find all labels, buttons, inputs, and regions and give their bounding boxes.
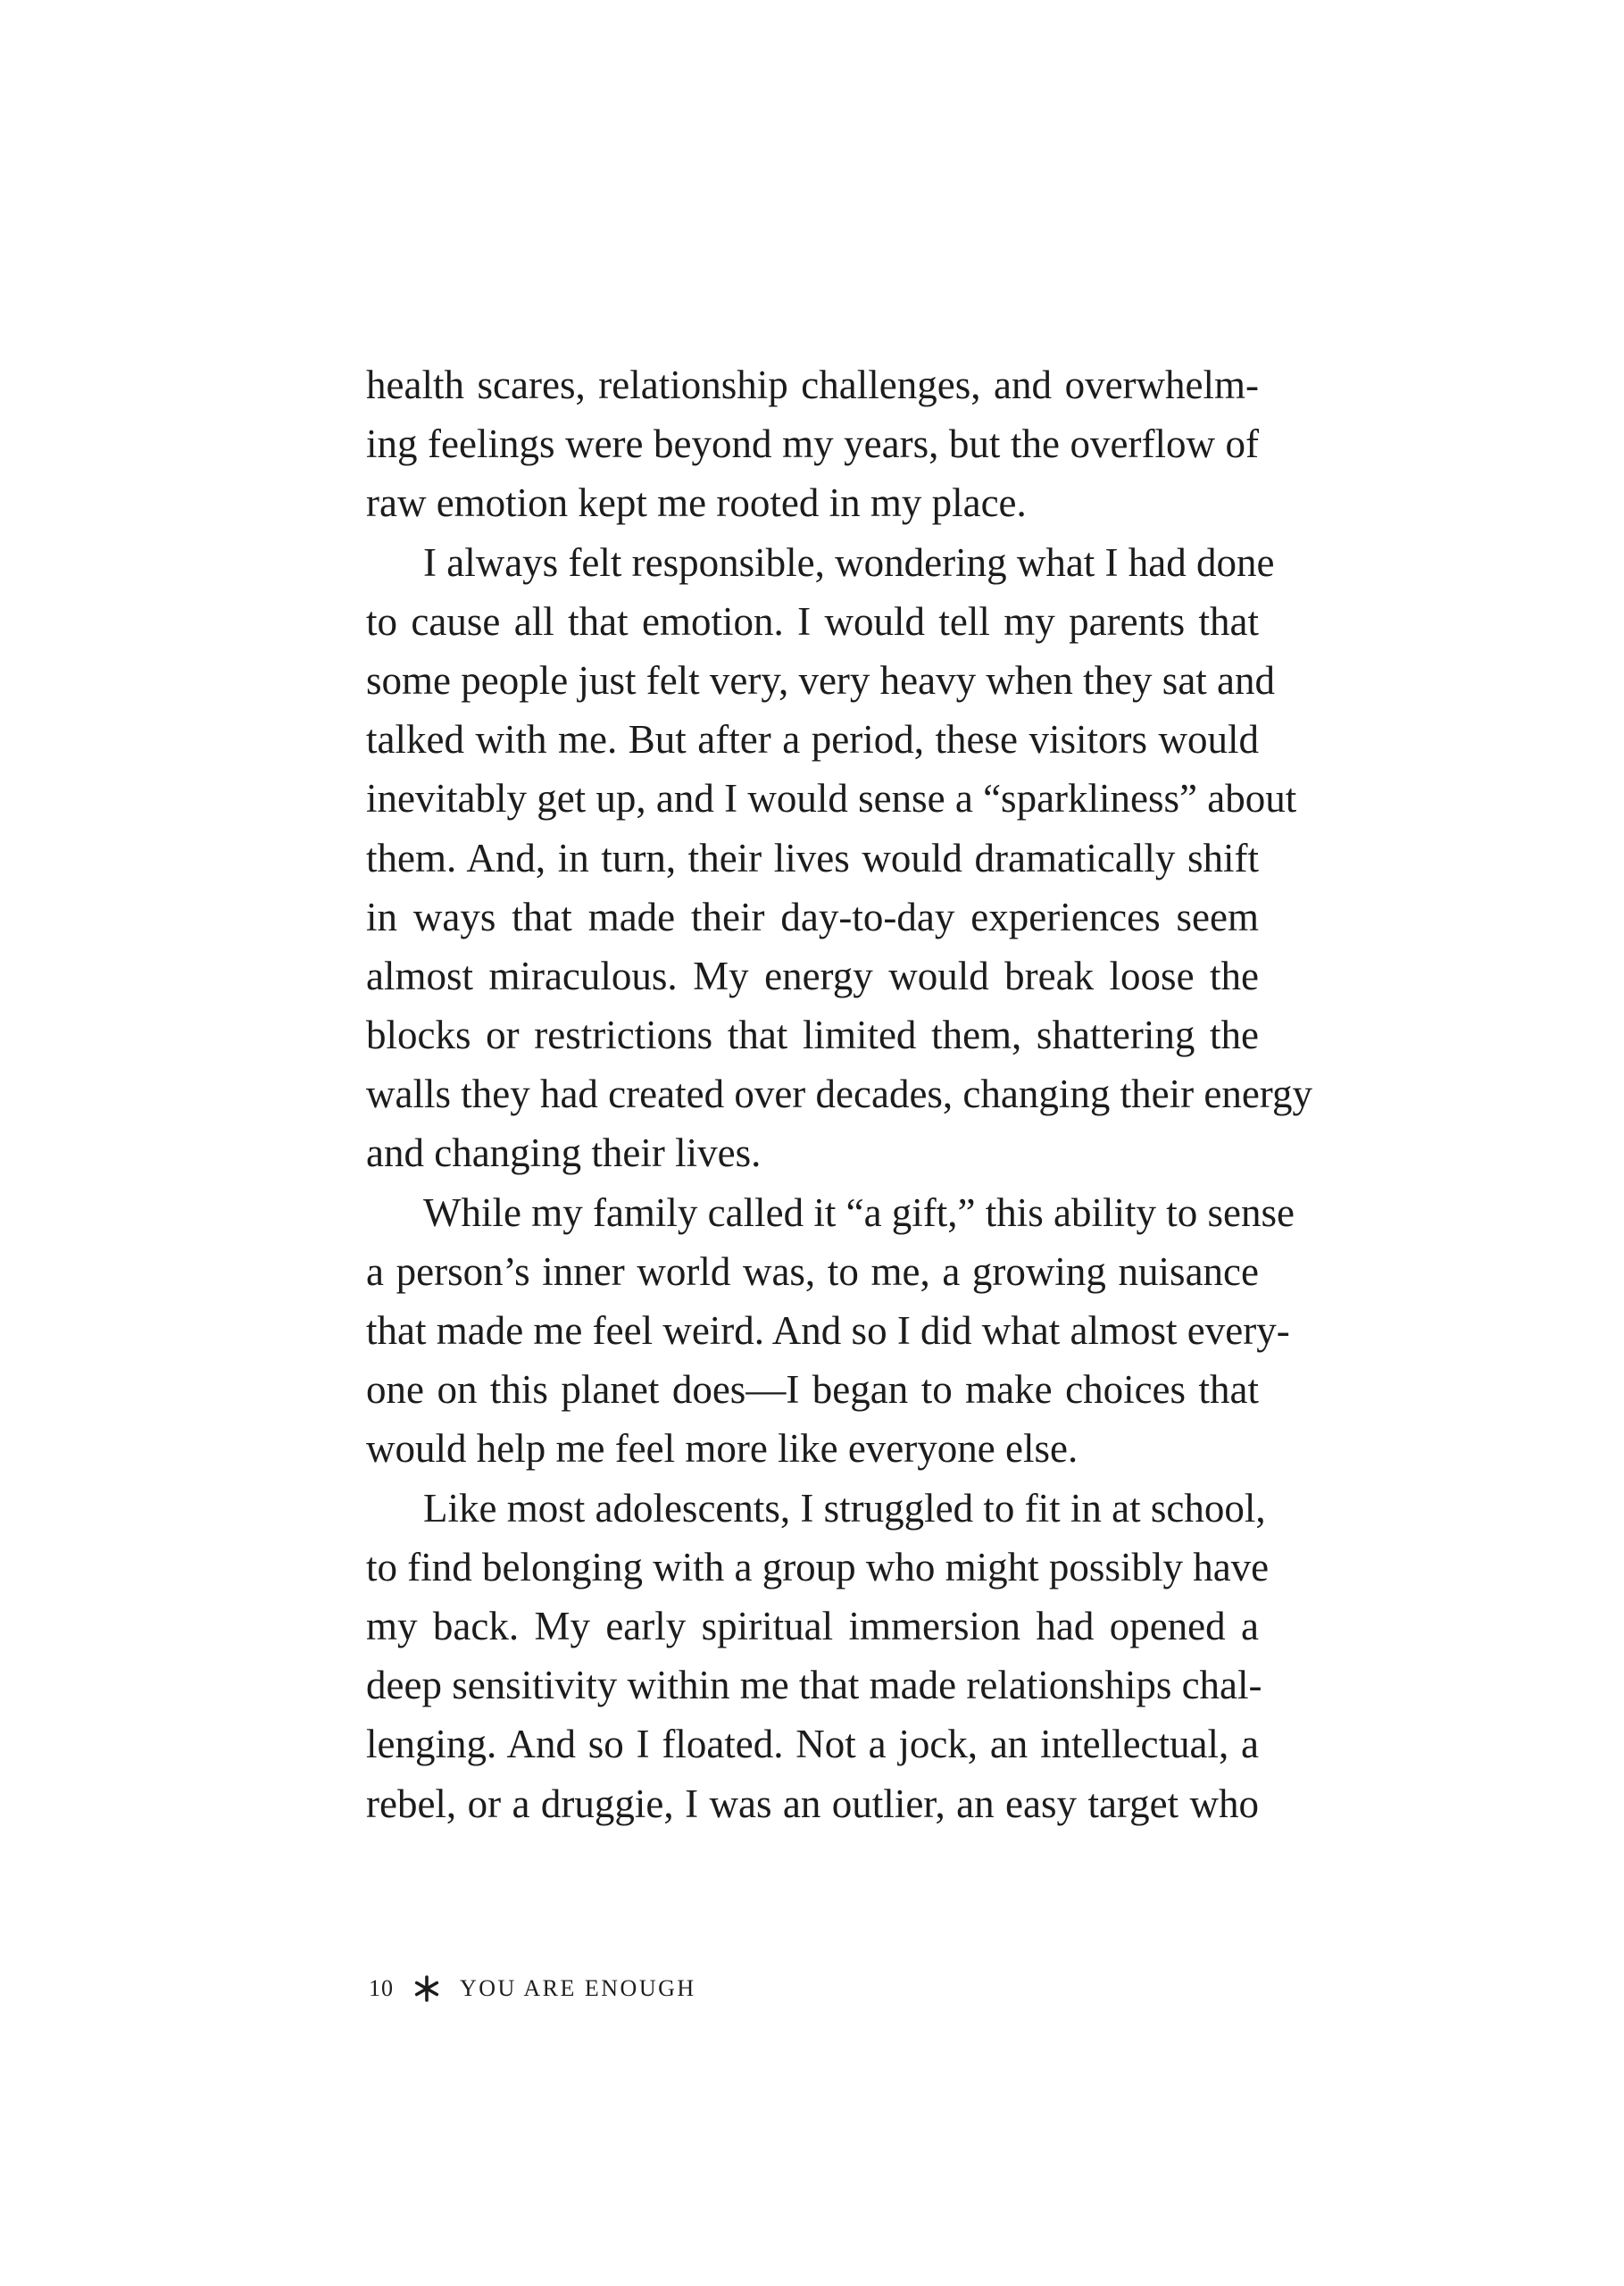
text-line: to cause all that emotion. I would tell my parents that <box>366 598 1259 644</box>
text-line: walls they had created over decades, changing their energy <box>366 1072 1312 1117</box>
text-line: some people just felt very, very heavy when they sat and <box>366 657 1276 703</box>
page-number: 10 <box>369 1975 394 2001</box>
text-line: rebel, or a druggie, I was an outlier, an easy target who <box>366 1781 1259 1826</box>
page-footer <box>369 1975 696 2002</box>
text-line: deep sensitivity within me that made relationships chal- <box>366 1663 1262 1708</box>
text-line: raw emotion kept me rooted in my place. <box>366 480 1027 526</box>
text-line: lenging. And so I floated. Not a jock, an intellectual, a <box>366 1722 1259 1767</box>
text-line: Like most adolescents, I struggled to fit in at school, <box>423 1485 1266 1531</box>
text-line: health scares, relationship challenges, and overwhelm- <box>366 363 1259 407</box>
text-line: would help me feel more like everyone else. <box>366 1426 1079 1472</box>
text-line: and changing their lives. <box>366 1130 762 1176</box>
text-line: in ways that made their day-to-day experiences seem <box>366 894 1259 939</box>
six-point-star-icon <box>413 1975 440 2002</box>
text-line: to find belonging with a group who might possibly have <box>366 1544 1270 1589</box>
text-line: ing feelings were beyond my years, but the overflow of <box>366 421 1259 467</box>
text-line: While my family called it “a gift,” this ability to sense <box>423 1189 1295 1235</box>
text-line: inevitably get up, and I would sense a “sparkliness” about <box>366 776 1297 822</box>
text-line: I always felt responsible, wondering what I had done <box>423 539 1275 585</box>
body-text <box>366 355 1312 1833</box>
text-line: my back. My early spiritual immersion had opened a <box>366 1603 1259 1648</box>
text-line: a person’s inner world was, to me, a growing nuisance <box>366 1248 1259 1294</box>
text-line: that made me feel weird. And so I did what almost every- <box>366 1308 1290 1353</box>
text-line: one on this planet does—I began to make choices that <box>366 1367 1259 1413</box>
text-line: talked with me. But after a period, these visitors would <box>366 717 1259 763</box>
text-line: them. And, in turn, their lives would dramatically shift <box>366 835 1259 880</box>
text-line: blocks or restrictions that limited them, shattering the <box>366 1013 1259 1058</box>
text-line: almost miraculous. My energy would break loose the <box>366 953 1259 998</box>
running-head: YOU ARE ENOUGH <box>460 1975 696 2001</box>
